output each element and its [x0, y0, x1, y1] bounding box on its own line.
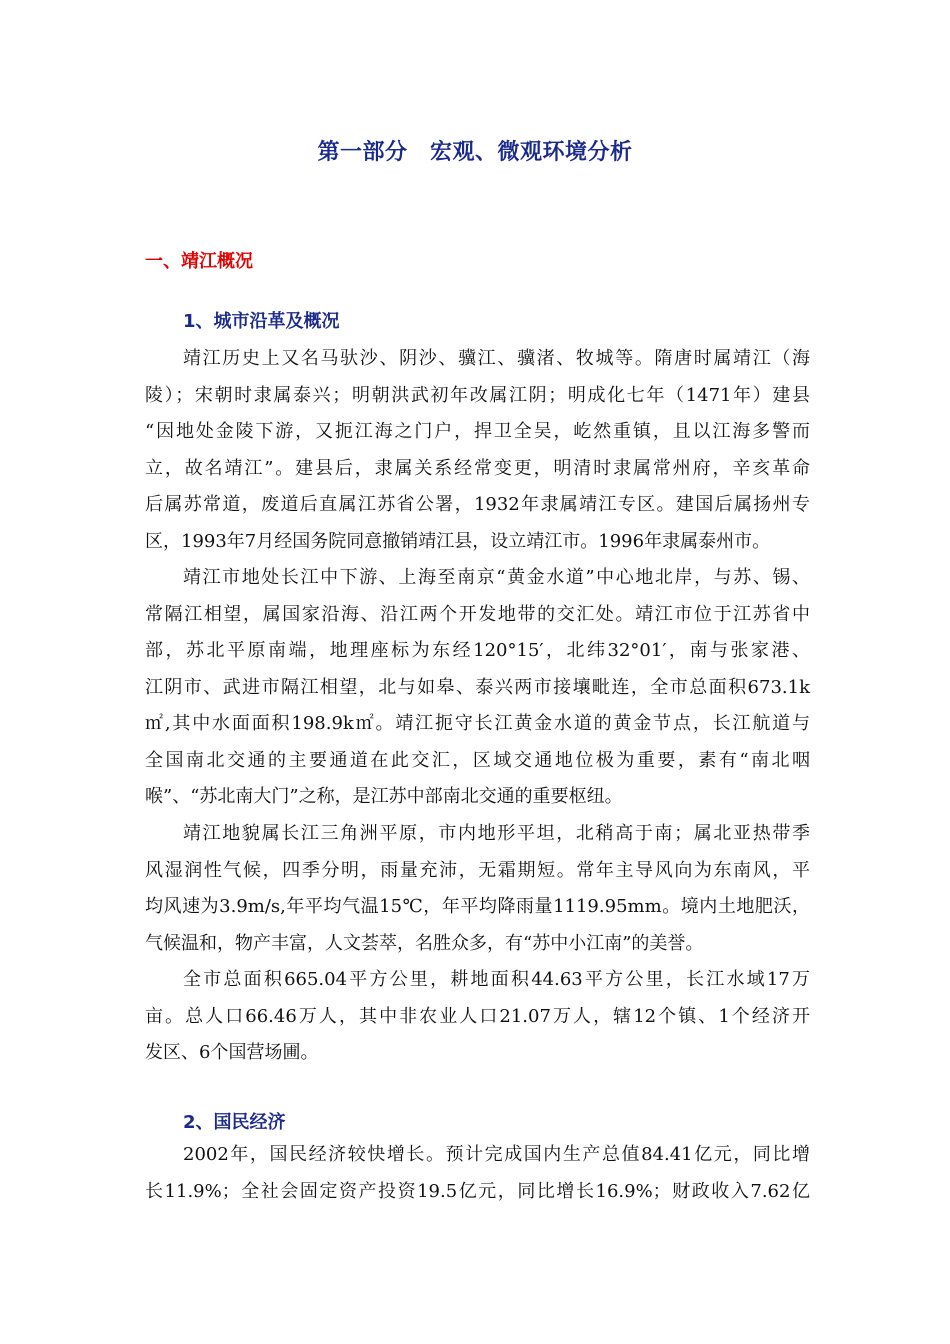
text-line: 立，故名靖江”。建县后，隶属关系经常变更，明清时隶属常州府，辛亥革命 — [145, 457, 810, 479]
paragraph-economy — [145, 1137, 810, 1210]
text-line: 2002年，国民经济较快增长。预计完成国内生产总值84.41亿元，同比增 — [183, 1144, 810, 1165]
paragraph-climate — [145, 816, 810, 962]
paragraph-area — [145, 962, 810, 1072]
text-line: 江阴市、武进市隔江相望，北与如皋、泰兴两市接壤毗连，全市总面积673.1k — [145, 676, 810, 698]
paragraph-history — [145, 341, 810, 560]
text-line: 靖江地貌属长江三角洲平原，市内地形平坦，北稍高于南；属北亚热带季 — [183, 823, 810, 844]
text-line: 气候温和，物产丰富，人文荟萃，名胜众多，有“苏中小江南”的美誉。 — [145, 932, 704, 954]
text-line: 区，1993年7月经国务院同意撤销靖江县，设立靖江市。1996年隶属泰州市。 — [145, 530, 771, 552]
text-line: 陵）；宋朝时隶属泰兴；明朝洪武初年改属江阴；明成化七年（1471年）建县 — [145, 384, 810, 406]
subsection-heading-history: 1、城市沿革及概况 — [183, 311, 340, 332]
paragraph-location — [145, 560, 810, 816]
text-line: 全市总面积665.04平方公里，耕地面积44.63平方公里，长江水域17万 — [183, 969, 810, 990]
subsection-heading-economy: 2、国民经济 — [183, 1112, 286, 1133]
text-line: 后属苏常道，废道后直属江苏省公署，1932年隶属靖江专区。建国后属扬州专 — [145, 494, 810, 515]
text-line: 亩。总人口66.46万人，其中非农业人口21.07万人，辖12个镇、1个经济开 — [145, 1005, 810, 1027]
text-line: ㎡,其中水面面积198.9k㎡。靖江扼守长江黄金水道的黄金节点，长江航道与 — [145, 713, 810, 734]
section-heading: 一、靖江概况 — [145, 251, 253, 272]
text-line: 长11.9%；全社会固定资产投资19.5亿元，同比增长16.9%；财政收入7.62亿 — [145, 1180, 810, 1202]
text-line: 喉”、“苏北南大门”之称，是江苏中部南北交通的重要枢纽。 — [145, 786, 623, 807]
text-line: 部，苏北平原南端，地理座标为东经120°15′，北纬32°01′，南与张家港、 — [145, 640, 810, 661]
text-line: 常隔江相望，属国家沿海、沿江两个开发地带的交汇处。靖江市位于江苏省中 — [145, 603, 810, 625]
text-line: 发区、6个国营场圃。 — [145, 1042, 319, 1063]
text-line: 风湿润性气候，四季分明，雨量充沛，无霜期短。常年主导风向为东南风，平 — [145, 859, 810, 881]
text-line: 全国南北交通的主要通道在此交汇，区域交通地位极为重要，素有“南北咽 — [145, 749, 810, 771]
text-line: “因地处金陵下游，又扼江海之门户，捍卫全吴，屹然重镇，且以江海多警而 — [145, 421, 810, 442]
text-line: 靖江历史上又名马驮沙、阴沙、骥江、骥渚、牧城等。隋唐时属靖江（海 — [183, 348, 810, 369]
text-line: 靖江市地处长江中下游、上海至南京“黄金水道”中心地北岸，与苏、锡、 — [183, 567, 810, 588]
text-line: 均风速为3.9m/s,年平均气温15℃，年平均降雨量1119.95mm。境内土地肥沃， — [145, 896, 810, 917]
document-title: 第一部分 宏观、微观环境分析 — [317, 140, 633, 165]
